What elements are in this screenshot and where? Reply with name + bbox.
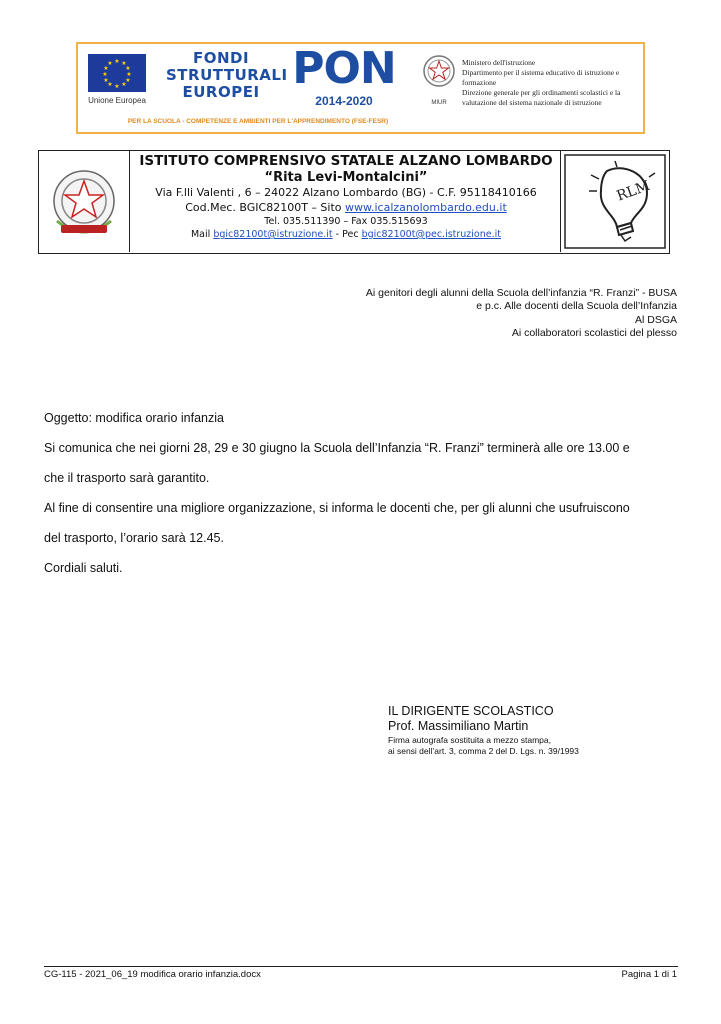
eu-label: Unione Europea: [88, 96, 146, 105]
fondi-strutturali-logo: [166, 49, 288, 101]
institute-header: [38, 150, 670, 254]
svg-text:★: ★: [102, 71, 108, 78]
ministry-line: Ministero dell'istruzione: [462, 58, 536, 67]
fondi-line: EUROPEI: [182, 83, 260, 101]
svg-text:★: ★: [107, 81, 113, 88]
svg-text:★: ★: [125, 77, 131, 84]
site-link[interactable]: www.icalzanolombardo.edu.it: [345, 201, 507, 214]
institute-info: [131, 151, 561, 252]
body-line: Si comunica che nei giorni 28, 29 e 30 giugno la Scuola dell’Infanzia “R. Franzi” terminerà alle ore 13.00 e: [44, 441, 630, 455]
pon-logo: PON: [292, 43, 396, 94]
pon-banner: [76, 42, 645, 134]
closing: Cordiali saluti.: [44, 561, 123, 575]
signature-note: ai sensi dell’art. 3, comma 2 del D. Lgs. n. 39/1993: [388, 746, 579, 756]
rlm-bulb-logo-icon: [560, 151, 669, 252]
signer-name: Prof. Massimiliano Martin: [388, 719, 529, 733]
ministry-text: [462, 58, 642, 108]
mail-prefix: Mail: [190, 229, 214, 240]
institute-address: Via F.lli Valenti , 6 – 24022 Alzano Lombardo (BG) - C.F. 95118410166: [155, 186, 537, 199]
republic-emblem-icon: [39, 151, 130, 252]
pon-tagline: PER LA SCUOLA - COMPETENZE E AMBIENTI PER L'APPRENDIMENTO (FSE-FESR): [127, 118, 389, 125]
signature-note: Firma autografa sostituita a mezzo stampa,: [388, 735, 551, 745]
body-line: Al fine di consentire una migliore organizzazione, si informa le docenti che, per gli alunni che usufruiscono: [44, 501, 630, 515]
institute-name: ISTITUTO COMPRENSIVO STATALE ALZANO LOMBARDO: [139, 153, 553, 169]
institute-mail-line: [131, 228, 561, 241]
institute-code-line: [131, 200, 561, 215]
svg-text:★: ★: [103, 65, 109, 72]
letter-body: [44, 403, 678, 583]
rlm-logo-text: RLM: [614, 177, 653, 205]
svg-text:★: ★: [121, 60, 127, 67]
body-line: che il trasporto sarà garantito.: [44, 471, 210, 485]
svg-text:★: ★: [126, 71, 132, 78]
addressee-line: Al DSGA: [634, 313, 677, 326]
svg-text:★: ★: [121, 81, 127, 88]
pon-years: 2014-2020: [315, 94, 373, 108]
svg-text:★: ★: [114, 58, 120, 65]
signer-role: IL DIRIGENTE SCOLASTICO: [388, 704, 554, 718]
ministry-line: Direzione generale per gli ordinamenti scolastici e la valutazione del sistema nazionale di istruzione: [462, 88, 621, 107]
institute-dedication: “Rita Levi-Montalcini”: [264, 170, 428, 185]
footer-filename: CG-115 - 2021_06_19 modifica orario infanzia.docx: [44, 969, 261, 980]
addressee-line: e p.c. Alle docenti della Scuola dell’Infanzia: [476, 300, 677, 313]
subject: Oggetto: modifica orario infanzia: [44, 411, 224, 425]
svg-text:★: ★: [114, 83, 120, 90]
footer-rule: [44, 966, 678, 967]
institute-phone: Tel. 035.511390 – Fax 035.515693: [264, 216, 428, 227]
footer-page-number: Pagina 1 di 1: [621, 969, 677, 980]
addressee-line: Ai genitori degli alunni della Scuola dell’infanzia “R. Franzi” - BUSA: [365, 287, 677, 299]
body-line: del trasporto, l’orario sarà 12.45.: [44, 531, 224, 545]
addressees: [257, 287, 677, 341]
pec-prefix: - Pec: [332, 229, 362, 240]
addressee-line: Ai collaboratori scolastici del plesso: [511, 327, 677, 340]
svg-text:★: ★: [107, 60, 113, 67]
fondi-line: STRUTTURALI: [166, 66, 288, 84]
miur-emblem-icon: [422, 54, 456, 88]
code-prefix: Cod.Mec. BGIC82100T – Sito: [185, 201, 345, 214]
ministry-line: Dipartimento per il sistema educativo di istruzione e formazione: [462, 68, 620, 87]
eu-flag-icon: [88, 54, 146, 92]
pec-link[interactable]: bgic82100t@pec.istruzione.it: [361, 229, 501, 240]
signature-block: [388, 704, 688, 757]
svg-text:★: ★: [103, 77, 109, 84]
miur-label: MIUR: [431, 100, 447, 106]
fondi-line: FONDI: [192, 49, 250, 67]
svg-text:★: ★: [125, 65, 131, 72]
mail-link[interactable]: bgic82100t@istruzione.it: [213, 229, 333, 240]
